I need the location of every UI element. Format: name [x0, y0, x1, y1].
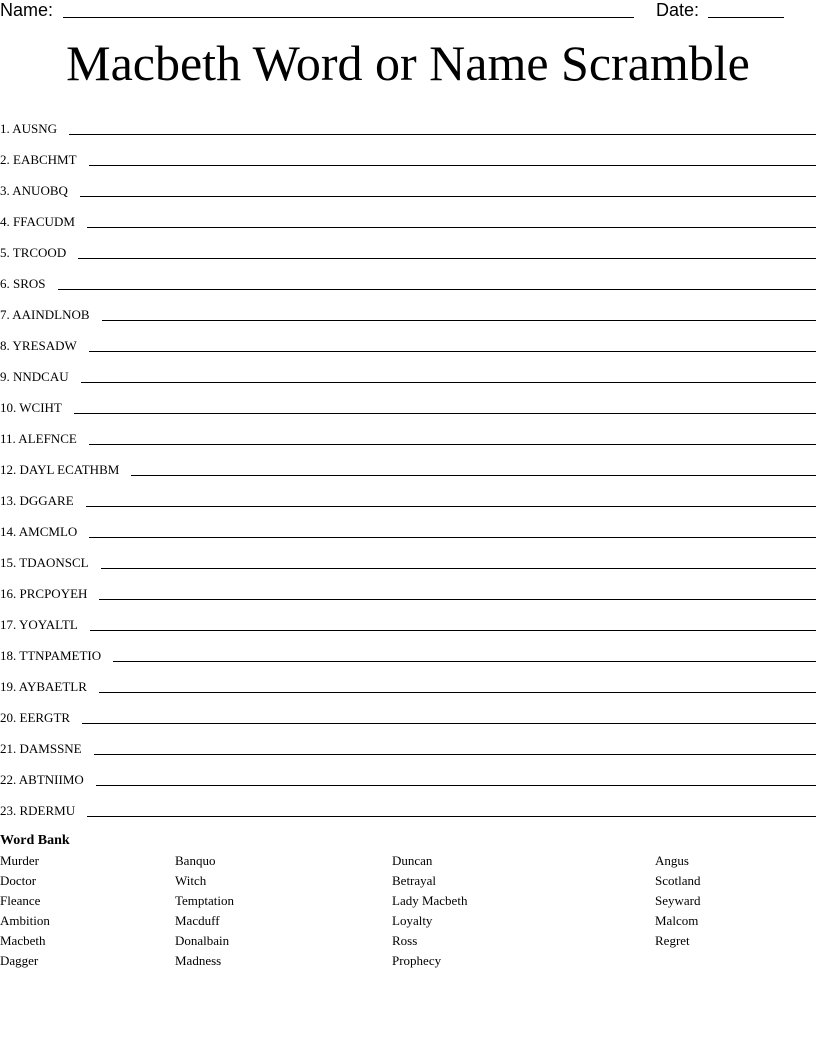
word-bank-item: Ross — [392, 933, 418, 948]
scrambled-word: 1. AUSNG — [0, 121, 58, 136]
answer-line — [89, 350, 816, 352]
word-bank-item: Betrayal — [392, 873, 437, 888]
answer-line — [80, 195, 816, 197]
scrambled-word: 8. YRESADW — [0, 338, 77, 353]
answer-line — [89, 164, 816, 166]
scrambled-word: 19. AYBAETLR — [0, 679, 87, 694]
answer-line — [78, 257, 816, 259]
question-row — [0, 544, 816, 575]
answer-line — [58, 288, 816, 290]
date-blank-line — [708, 17, 784, 18]
word-bank-column-3 — [392, 851, 467, 971]
scrambled-word: 5. TRCOOD — [0, 245, 67, 260]
answer-line — [131, 474, 816, 476]
word-bank-item: Madness — [175, 953, 222, 968]
scrambled-word: 2. EABCHMT — [0, 152, 77, 167]
word-bank-item: Malcom — [655, 913, 699, 928]
scrambled-word: 21. DAMSSNE — [0, 741, 82, 756]
answer-line — [89, 443, 816, 445]
scrambled-word: 9. NNDCAU — [0, 369, 69, 384]
word-bank-item: Banquo — [175, 853, 216, 868]
question-row — [0, 141, 816, 172]
date-label: Date: — [656, 0, 700, 20]
word-bank-title: Word Bank — [0, 833, 70, 848]
answer-line — [101, 567, 816, 569]
question-row — [0, 730, 816, 761]
word-bank-item: Fleance — [0, 893, 41, 908]
answer-line — [87, 226, 816, 228]
question-row — [0, 575, 816, 606]
word-bank-item: Dagger — [0, 953, 39, 968]
question-row — [0, 637, 816, 668]
answer-line — [90, 629, 816, 631]
scrambled-word: 4. FFACUDM — [0, 214, 75, 229]
question-row — [0, 172, 816, 203]
answer-line — [102, 319, 816, 321]
question-row — [0, 513, 816, 544]
question-list — [0, 110, 816, 823]
question-row — [0, 792, 816, 823]
answer-line — [99, 598, 816, 600]
question-row — [0, 420, 816, 451]
word-bank-item: Lady Macbeth — [392, 893, 468, 908]
scrambled-word: 10. WCIHT — [0, 400, 62, 415]
question-row — [0, 451, 816, 482]
scrambled-word: 20. EERGTR — [0, 710, 71, 725]
question-row — [0, 389, 816, 420]
question-row — [0, 234, 816, 265]
question-row — [0, 668, 816, 699]
scrambled-word: 18. TTNPAMETIO — [0, 648, 102, 663]
header — [0, 0, 816, 24]
answer-line — [89, 536, 816, 538]
answer-line — [99, 691, 816, 693]
scrambled-word: 7. AAINDLNOB — [0, 307, 90, 322]
word-bank-column-2 — [175, 851, 234, 971]
question-row — [0, 327, 816, 358]
question-row — [0, 110, 816, 141]
word-bank-item: Seyward — [655, 893, 701, 908]
answer-line — [94, 753, 816, 755]
answer-line — [81, 381, 816, 383]
word-bank-item: Doctor — [0, 873, 37, 888]
answer-line — [86, 505, 816, 507]
word-bank-item: Temptation — [175, 893, 235, 908]
word-bank-item: Loyalty — [392, 913, 433, 928]
question-row — [0, 265, 816, 296]
name-blank-line — [63, 17, 634, 18]
scrambled-word: 16. PRCPOYEH — [0, 586, 88, 601]
question-row — [0, 358, 816, 389]
scrambled-word: 15. TDAONSCL — [0, 555, 89, 570]
word-bank-item: Murder — [0, 853, 39, 868]
answer-line — [74, 412, 816, 414]
scrambled-word: 11. ALEFNCE — [0, 431, 77, 446]
word-bank-column-4 — [655, 851, 701, 951]
word-bank-item: Prophecy — [392, 953, 442, 968]
word-bank-item: Regret — [655, 933, 690, 948]
word-bank — [0, 831, 816, 968]
question-row — [0, 699, 816, 730]
answer-line — [82, 722, 816, 724]
word-bank-column-1 — [0, 851, 50, 971]
word-bank-item: Witch — [175, 873, 207, 888]
question-row — [0, 296, 816, 327]
scrambled-word: 3. ANUOBQ — [0, 183, 68, 198]
scrambled-word: 14. AMCMLO — [0, 524, 78, 539]
answer-line — [69, 133, 816, 135]
word-bank-item: Duncan — [392, 853, 433, 868]
scrambled-word: 12. DAYL ECATHBM — [0, 462, 120, 477]
name-label: Name: — [0, 0, 54, 20]
word-bank-item: Angus — [655, 853, 689, 868]
scrambled-word: 22. ABTNIIMO — [0, 772, 84, 787]
scrambled-word: 13. DGGARE — [0, 493, 74, 508]
word-bank-item: Macduff — [175, 913, 220, 928]
word-bank-item: Macbeth — [0, 933, 46, 948]
page-title: Macbeth Word or Name Scramble — [66, 35, 750, 91]
question-row — [0, 482, 816, 513]
question-row — [0, 606, 816, 637]
question-row — [0, 203, 816, 234]
word-bank-item: Scotland — [655, 873, 701, 888]
word-bank-item: Ambition — [0, 913, 50, 928]
answer-line — [113, 660, 816, 662]
scrambled-word: 6. SROS — [0, 276, 46, 291]
answer-line — [87, 815, 816, 817]
question-row — [0, 761, 816, 792]
answer-line — [96, 784, 816, 786]
scrambled-word: 23. RDERMU — [0, 803, 76, 818]
word-bank-item: Donalbain — [175, 933, 230, 948]
scrambled-word: 17. YOYALTL — [0, 617, 78, 632]
